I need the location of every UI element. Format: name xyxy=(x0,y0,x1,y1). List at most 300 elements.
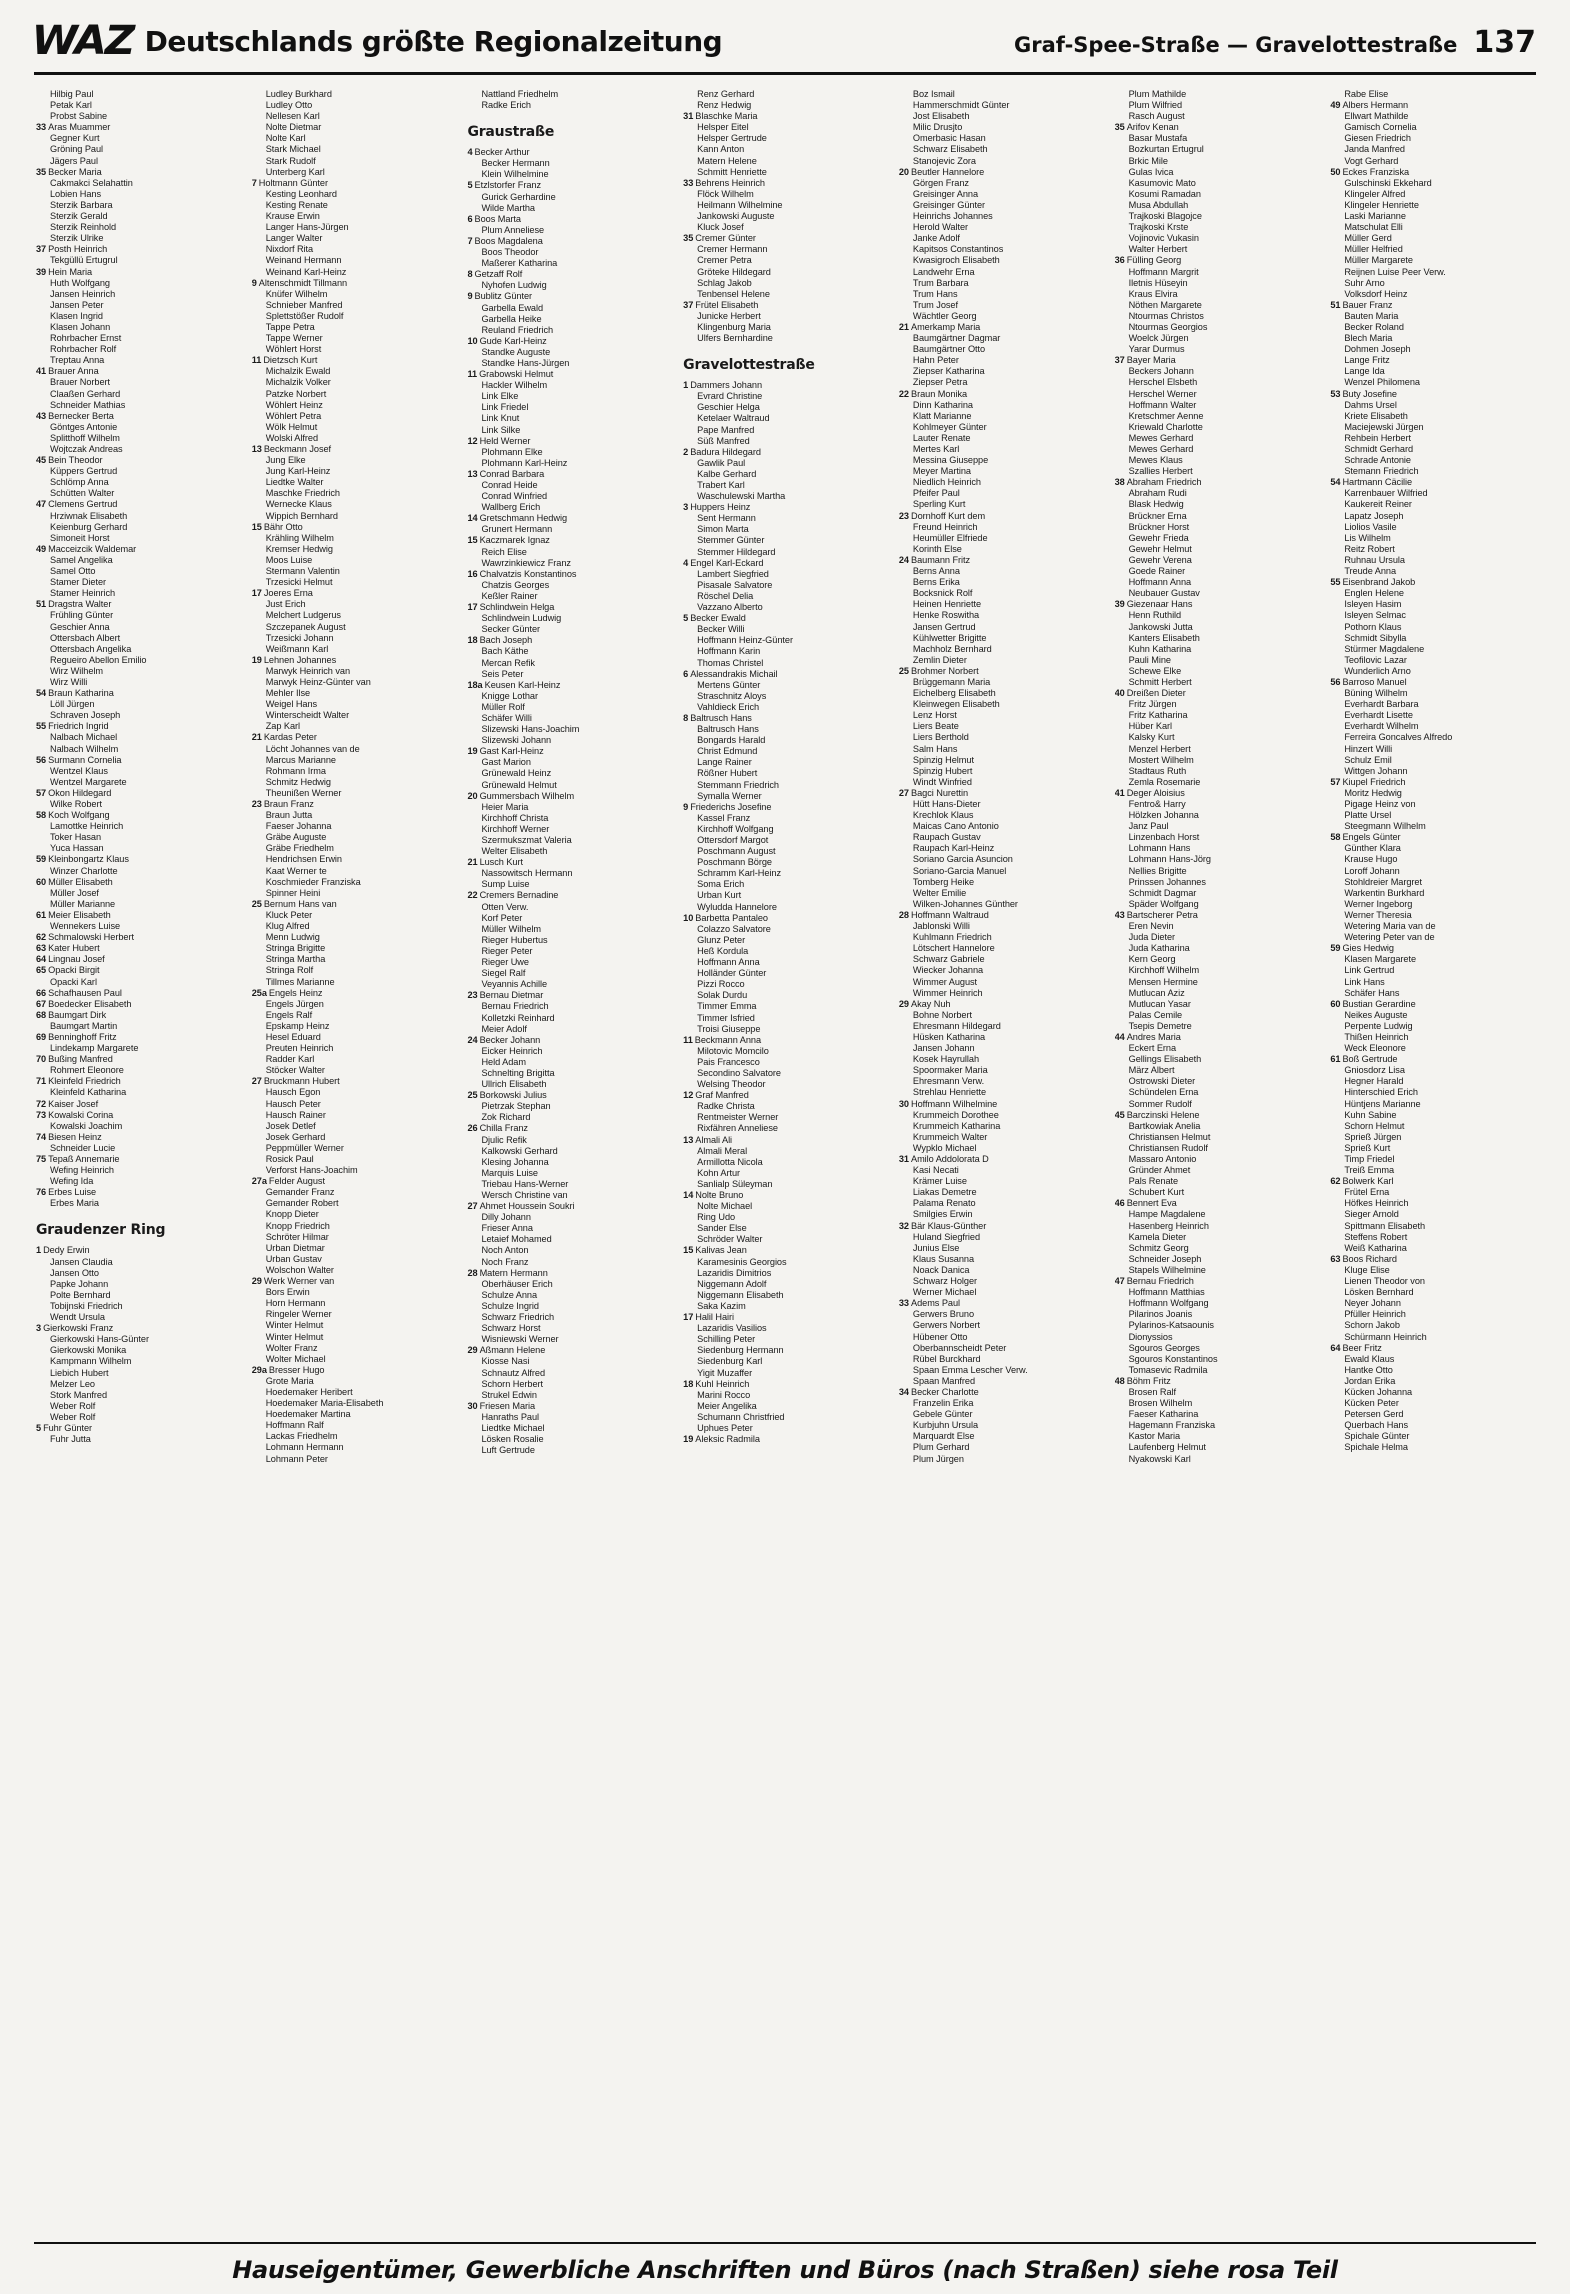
directory-entry xyxy=(467,269,671,280)
directory-entry xyxy=(1115,377,1319,388)
directory-entry xyxy=(36,821,240,832)
directory-entry xyxy=(1115,122,1319,133)
resident-name: Krechlok Klaus xyxy=(912,810,974,821)
resident-name: Benninghoff Fritz xyxy=(48,1031,117,1042)
house-number: 41 xyxy=(1114,787,1125,798)
directory-entry xyxy=(467,169,671,180)
directory-entry xyxy=(1330,1076,1534,1087)
directory-entry xyxy=(252,555,456,566)
directory-entry xyxy=(467,1379,671,1390)
directory-entry xyxy=(1330,899,1534,910)
directory-entry xyxy=(252,133,456,144)
resident-name: Neubauer Gustav xyxy=(1128,588,1200,599)
directory-entry xyxy=(683,189,887,200)
resident-name: Adems Paul xyxy=(911,1298,961,1309)
directory-entry xyxy=(36,843,240,854)
resident-name: Garbella Heike xyxy=(481,313,542,324)
resident-name: Schubert Kurt xyxy=(1128,1187,1185,1198)
resident-name: Niedlich Heinrich xyxy=(912,477,981,488)
resident-name: Gulschinski Ekkehard xyxy=(1344,177,1432,188)
resident-name: Kosek Hayrullah xyxy=(912,1054,980,1065)
resident-name: Sanlialp Süleyman xyxy=(697,1178,773,1189)
directory-entry xyxy=(252,167,456,178)
resident-name: Werk Werner van xyxy=(263,1276,335,1287)
directory-entry xyxy=(899,1398,1103,1409)
resident-name: Posth Heinrich xyxy=(48,244,108,255)
resident-name: Kesting Renate xyxy=(265,199,328,210)
directory-entry xyxy=(467,1013,671,1024)
directory-entry xyxy=(1330,444,1534,455)
resident-name: Regueiro Abellon Emilio xyxy=(50,654,147,665)
directory-entry xyxy=(252,289,456,300)
directory-entry xyxy=(1330,189,1534,200)
directory-entry xyxy=(899,1265,1103,1276)
directory-entry xyxy=(36,311,240,322)
directory-entry xyxy=(899,1087,1103,1098)
resident-name: Pauli Mine xyxy=(1128,654,1171,665)
resident-name: Pizzi Rocco xyxy=(697,979,745,990)
resident-name: Platte Ursel xyxy=(1344,810,1392,821)
directory-entry xyxy=(467,768,671,779)
directory-entry xyxy=(1330,1309,1534,1320)
house-number: 57 xyxy=(1330,776,1341,787)
directory-entry xyxy=(683,513,887,524)
directory-entry xyxy=(252,89,456,100)
resident-name: Symalla Werner xyxy=(697,790,762,801)
directory-entry xyxy=(1115,1287,1319,1298)
resident-name: Link Friedel xyxy=(481,402,529,413)
resident-name: Rieger Peter xyxy=(481,945,533,956)
resident-name: Baltrusch Hans xyxy=(690,712,752,723)
resident-name: Baumgart Martin xyxy=(50,1020,118,1031)
resident-name: Günther Klara xyxy=(1344,843,1401,854)
directory-entry xyxy=(36,999,240,1010)
resident-name: Everhardt Barbara xyxy=(1344,699,1419,710)
resident-name: Zemla Rosemarie xyxy=(1128,776,1201,787)
directory-entry xyxy=(252,499,456,510)
resident-name: Wiecker Johanna xyxy=(912,965,984,976)
resident-name: Gebele Günter xyxy=(912,1409,973,1420)
resident-name: Lambert Siegfried xyxy=(697,568,769,579)
directory-entry xyxy=(1115,721,1319,732)
resident-name: Schorn Helmut xyxy=(1344,1120,1405,1131)
resident-name: Kalbe Gerhard xyxy=(697,468,757,479)
directory-entry xyxy=(36,1245,240,1256)
resident-name: Welter Elisabeth xyxy=(481,846,548,857)
resident-name: Stöcker Walter xyxy=(265,1065,325,1076)
resident-name: Wefing Ida xyxy=(50,1176,94,1187)
directory-entry xyxy=(252,622,456,633)
directory-entry xyxy=(683,646,887,657)
resident-name: Hübener Otto xyxy=(912,1331,968,1342)
directory-entry xyxy=(1330,577,1534,588)
directory-entry xyxy=(1330,633,1534,644)
directory-entry xyxy=(683,1334,887,1345)
resident-name: Klasen Margarete xyxy=(1344,954,1417,965)
resident-name: Chalvatzis Konstantinos xyxy=(479,568,577,579)
resident-name: Kücken Peter xyxy=(1344,1398,1399,1409)
directory-entry xyxy=(467,1135,671,1146)
directory-entry xyxy=(899,344,1103,355)
directory-entry xyxy=(252,1187,456,1198)
resident-name: Keßler Rainer xyxy=(481,590,538,601)
resident-name: Volksdorf Heinz xyxy=(1344,288,1408,299)
resident-name: Karrenbauer Wilfried xyxy=(1344,488,1428,499)
resident-name: Kapitsos Constantinos xyxy=(912,244,1004,255)
directory-entry xyxy=(1330,1021,1534,1032)
directory-entry xyxy=(36,655,240,666)
resident-name: Sommer Rudolf xyxy=(1128,1098,1192,1109)
house-number: 29 xyxy=(898,998,909,1009)
resident-name: Wypklo Michael xyxy=(912,1142,977,1153)
resident-name: Tomasevic Radmila xyxy=(1128,1364,1208,1375)
house-number: 59 xyxy=(36,854,47,865)
house-number: 18 xyxy=(467,635,478,646)
resident-name: Rieger Uwe xyxy=(481,957,529,968)
resident-name: Pilarinos Joanis xyxy=(1128,1309,1193,1320)
directory-entry xyxy=(252,200,456,211)
directory-entry xyxy=(683,957,887,968)
directory-entry xyxy=(899,533,1103,544)
resident-name: Schürmann Heinrich xyxy=(1344,1331,1427,1342)
resident-name: Becker Arthur xyxy=(474,147,530,158)
resident-name: Rixfähren Anneliese xyxy=(697,1123,778,1134)
footer-rule xyxy=(34,2242,1536,2244)
directory-entry xyxy=(252,322,456,333)
resident-name: Pylarinos-Katsaounis xyxy=(1128,1320,1214,1331)
resident-name: Wilke Robert xyxy=(50,799,102,809)
directory-entry xyxy=(899,1121,1103,1132)
directory-entry xyxy=(899,1343,1103,1354)
directory-entry xyxy=(1115,1420,1319,1431)
directory-entry xyxy=(1115,533,1319,544)
directory-entry xyxy=(252,932,456,943)
resident-name: Trum Hans xyxy=(912,288,958,299)
resident-name: Walter Herbert xyxy=(1128,244,1188,255)
house-number: 8 xyxy=(467,269,473,280)
resident-name: Dinn Katharina xyxy=(912,399,973,410)
resident-name: Krause Hugo xyxy=(1344,854,1398,865)
directory-entry xyxy=(252,1309,456,1320)
resident-name: Bustian Gerardine xyxy=(1342,998,1416,1009)
resident-name: Schmitz Hedwig xyxy=(265,776,331,787)
directory-entry xyxy=(467,1401,671,1412)
directory-entry xyxy=(1115,200,1319,211)
resident-name: Barbetta Pantaleo xyxy=(695,912,768,923)
house-number: 71 xyxy=(36,1076,47,1087)
resident-name: Sperling Kurt xyxy=(912,499,966,510)
resident-name: Meyer Martina xyxy=(912,466,971,477)
directory-entry xyxy=(683,402,887,413)
directory-entry xyxy=(1115,599,1319,610)
resident-name: Werner Ingeborg xyxy=(1344,898,1413,909)
resident-name: Brückner Horst xyxy=(1128,521,1190,532)
resident-name: Brauer Anna xyxy=(48,366,99,377)
directory-entry xyxy=(252,1043,456,1054)
resident-name: Albers Hermann xyxy=(1342,100,1409,111)
resident-name: Hinterschied Erich xyxy=(1344,1087,1418,1098)
resident-name: Bach Joseph xyxy=(479,635,533,646)
resident-name: Bagci Nurettin xyxy=(911,787,969,798)
directory-entry xyxy=(467,1234,671,1245)
directory-entry xyxy=(36,100,240,111)
resident-name: Liers Berthold xyxy=(912,732,969,743)
directory-entry xyxy=(1330,610,1534,621)
directory-entry xyxy=(36,555,240,566)
directory-entry xyxy=(252,222,456,233)
directory-entry xyxy=(1330,599,1534,610)
resident-name: Nolte Bruno xyxy=(695,1190,744,1200)
resident-name: Slizewski Hans-Joachim xyxy=(481,724,580,735)
directory-entry xyxy=(1330,333,1534,344)
resident-name: Hantke Otto xyxy=(1344,1364,1393,1375)
resident-name: Faeser Johanna xyxy=(265,821,332,832)
resident-name: Löcht Johannes van de xyxy=(265,743,360,754)
resident-name: Wojtczak Andreas xyxy=(50,444,123,454)
directory-entry xyxy=(1330,588,1534,599)
resident-name: Timp Friedel xyxy=(1344,1154,1395,1164)
directory-entry xyxy=(1330,877,1534,888)
resident-name: Tekgüllü Ertugrul xyxy=(50,255,118,266)
resident-name: Freund Heinrich xyxy=(912,521,978,532)
resident-name: Böhm Fritz xyxy=(1126,1375,1171,1386)
resident-name: Conrad Winfried xyxy=(481,491,548,502)
resident-name: Warkentin Burkhard xyxy=(1344,887,1425,898)
resident-name: Almali Ali xyxy=(695,1134,733,1145)
resident-name: Blaschke Maria xyxy=(695,111,758,122)
directory-entry xyxy=(1330,777,1534,788)
resident-name: Milic Drusjto xyxy=(912,122,963,133)
directory-entry xyxy=(467,158,671,169)
resident-name: Ziepser Petra xyxy=(912,377,968,388)
resident-name: Hoffmann Heinz-Günter xyxy=(697,635,793,646)
resident-name: Hoffmann Margrit xyxy=(1128,266,1199,277)
resident-name: Brohmer Norbert xyxy=(911,665,979,676)
directory-entry xyxy=(1330,821,1534,832)
directory-entry xyxy=(36,1434,240,1445)
directory-entry xyxy=(899,1187,1103,1198)
resident-name: Bähr Otto xyxy=(263,521,303,532)
resident-name: Michalzik Ewald xyxy=(265,366,331,377)
resident-name: Liedtke Walter xyxy=(265,477,324,488)
directory-entry xyxy=(36,1257,240,1268)
directory-entry xyxy=(1330,732,1534,743)
resident-name: Weißmann Karl xyxy=(265,643,329,654)
resident-name: Bohne Norbert xyxy=(912,1009,972,1020)
resident-name: Faeser Katharina xyxy=(1128,1409,1199,1420)
resident-name: Bernecker Berta xyxy=(48,410,114,421)
directory-entry xyxy=(1330,1121,1534,1132)
resident-name: Winzer Charlotte xyxy=(50,865,118,876)
resident-name: Liers Beate xyxy=(912,721,959,732)
directory-entry xyxy=(683,100,887,111)
resident-name: Radder Karl xyxy=(265,1054,315,1065)
resident-name: Schewe Elke xyxy=(1128,665,1182,676)
directory-entry xyxy=(899,877,1103,888)
resident-name: Pape Manfred xyxy=(697,424,755,435)
directory-entry xyxy=(252,333,456,344)
resident-name: Schneider Lucie xyxy=(50,1142,116,1153)
resident-name: Stohldreier Margret xyxy=(1344,876,1422,887)
directory-entry xyxy=(683,244,887,255)
directory-entry xyxy=(252,755,456,766)
directory-entry xyxy=(1115,622,1319,633)
directory-entry xyxy=(1115,422,1319,433)
resident-name: Soriano-Garcia Manuel xyxy=(912,865,1007,876)
resident-name: Heß Kordula xyxy=(697,945,749,956)
resident-name: Gierkowski Franz xyxy=(43,1323,114,1334)
directory-entry xyxy=(1330,100,1534,111)
directory-entry xyxy=(1115,522,1319,533)
directory-entry xyxy=(467,436,671,447)
resident-name: Weigel Hans xyxy=(265,699,318,710)
resident-name: Rohmann Irma xyxy=(265,765,326,776)
directory-entry xyxy=(252,1431,456,1442)
directory-entry xyxy=(1115,1132,1319,1143)
street-heading: Graudenzer Ring xyxy=(36,1222,166,1239)
resident-name: Mutlucan Aziz xyxy=(1128,987,1185,998)
house-number: 32 xyxy=(898,1220,909,1231)
directory-entry xyxy=(467,935,671,946)
resident-name: Szallies Herbert xyxy=(1128,466,1193,477)
directory-entry xyxy=(467,513,671,524)
resident-name: Welter Emilie xyxy=(912,887,967,898)
resident-name: Schütten Walter xyxy=(50,488,115,499)
resident-name: Beckers Johann xyxy=(1128,366,1194,377)
directory-entry xyxy=(683,1279,887,1290)
resident-name: Ottersdorf Margot xyxy=(697,835,769,845)
directory-entry xyxy=(467,1390,671,1401)
resident-name: Kohlmeyer Günter xyxy=(912,421,987,432)
resident-name: Eckert Erna xyxy=(1128,1043,1177,1054)
directory-entry xyxy=(683,890,887,901)
resident-name: Hartmann Cäcilie xyxy=(1342,477,1413,488)
resident-name: Spichale Helma xyxy=(1344,1442,1408,1453)
resident-name: Stamer Dieter xyxy=(50,577,107,588)
directory-entry xyxy=(1330,965,1534,976)
directory-entry xyxy=(899,377,1103,388)
directory-entry xyxy=(36,499,240,510)
directory-entry xyxy=(252,888,456,899)
resident-name: Lazaridis Vasilios xyxy=(697,1323,767,1334)
directory-entry xyxy=(1330,1431,1534,1442)
resident-name: Ullrich Elisabeth xyxy=(481,1079,547,1090)
directory-entry xyxy=(467,691,671,702)
directory-entry xyxy=(1330,1265,1534,1276)
directory-entry xyxy=(899,200,1103,211)
resident-name: Huland Siegfried xyxy=(912,1231,981,1242)
directory-column xyxy=(1109,89,1325,2155)
resident-name: Rohmert Eleonore xyxy=(50,1065,124,1076)
resident-name: Hoffmann Karin xyxy=(697,646,761,657)
resident-name: Wölk Helmut xyxy=(265,421,318,432)
resident-name: Cakmakci Selahattin xyxy=(50,177,133,188)
directory-entry xyxy=(1115,333,1319,344)
directory-entry xyxy=(1115,311,1319,322)
resident-name: Hütt Hans-Dieter xyxy=(912,799,981,809)
resident-name: Winter Helmut xyxy=(265,1331,324,1342)
directory-entry xyxy=(252,366,456,377)
directory-entry xyxy=(467,1146,671,1157)
resident-name: Karamesinis Georgios xyxy=(697,1256,787,1267)
directory-entry xyxy=(1330,89,1534,100)
directory-entry xyxy=(467,624,671,635)
directory-entry xyxy=(467,635,671,646)
directory-entry xyxy=(1330,1221,1534,1232)
resident-name: Hölzken Johanna xyxy=(1128,810,1199,821)
resident-name: Sprieß Jürgen xyxy=(1344,1131,1402,1142)
house-number: 5 xyxy=(683,613,689,624)
house-number: 69 xyxy=(36,1031,47,1042)
directory-entry xyxy=(1115,178,1319,189)
resident-name: Wimmer August xyxy=(912,976,978,987)
house-number: 36 xyxy=(1114,255,1125,266)
resident-name: Hasenberg Heinrich xyxy=(1128,1220,1209,1231)
directory-entry xyxy=(1115,588,1319,599)
resident-name: Standke Auguste xyxy=(481,346,551,357)
resident-name: Vojinovic Vukasin xyxy=(1128,233,1199,244)
directory-entry xyxy=(36,511,240,522)
resident-name: Unterberg Karl xyxy=(265,166,325,177)
resident-name: Flöck Wilhelm xyxy=(697,188,754,199)
directory-entry xyxy=(36,1121,240,1132)
directory-entry xyxy=(1330,666,1534,677)
resident-name: Brüggemann Maria xyxy=(912,676,991,687)
directory-entry xyxy=(252,999,456,1010)
resident-name: Jansen Heinrich xyxy=(50,288,116,299)
house-number: 75 xyxy=(36,1154,47,1164)
resident-name: Bors Erwin xyxy=(265,1287,310,1298)
directory-entry xyxy=(1330,866,1534,877)
resident-name: Melzer Leo xyxy=(50,1378,95,1389)
resident-name: Gretschmann Hedwig xyxy=(479,513,568,524)
directory-entry xyxy=(1115,1065,1319,1076)
resident-name: Matern Helene xyxy=(697,155,757,166)
resident-name: Iletnis Hüseyin xyxy=(1128,277,1188,288)
resident-name: Stamer Heinrich xyxy=(50,588,116,599)
directory-entry xyxy=(1115,788,1319,799)
resident-name: Tappe Petra xyxy=(265,321,315,332)
house-number: 45 xyxy=(1114,1109,1125,1120)
directory-entry xyxy=(683,680,887,691)
resident-name: Gerwers Bruno xyxy=(912,1309,975,1320)
resident-name: Bernau Friedrich xyxy=(481,1001,549,1012)
directory-entry xyxy=(683,1245,887,1256)
directory-entry xyxy=(899,599,1103,610)
directory-entry xyxy=(899,633,1103,644)
directory-entry xyxy=(1115,854,1319,865)
resident-name: Kriete Elisabeth xyxy=(1344,410,1408,421)
directory-entry xyxy=(683,968,887,979)
resident-name: Kleinwegen Elisabeth xyxy=(912,699,1000,710)
resident-name: Fuhr Jutta xyxy=(50,1434,91,1445)
directory-entry xyxy=(36,1010,240,1021)
directory-entry xyxy=(1115,111,1319,122)
resident-name: Korinth Else xyxy=(912,543,962,554)
masthead-right xyxy=(1014,25,1536,64)
directory-entry xyxy=(1330,1043,1534,1054)
directory-entry xyxy=(36,322,240,333)
resident-name: Lohmann Hans-Jörg xyxy=(1128,854,1211,865)
resident-name: Liebich Hubert xyxy=(50,1367,109,1378)
directory-entry xyxy=(252,300,456,311)
directory-entry xyxy=(683,1434,887,1445)
resident-name: Tsepis Demetre xyxy=(1128,1020,1192,1031)
directory-entry xyxy=(467,1090,671,1101)
resident-name: Eichelberg Elisabeth xyxy=(912,688,996,699)
resident-name: Schafhausen Paul xyxy=(48,987,122,998)
directory-entry xyxy=(252,444,456,455)
